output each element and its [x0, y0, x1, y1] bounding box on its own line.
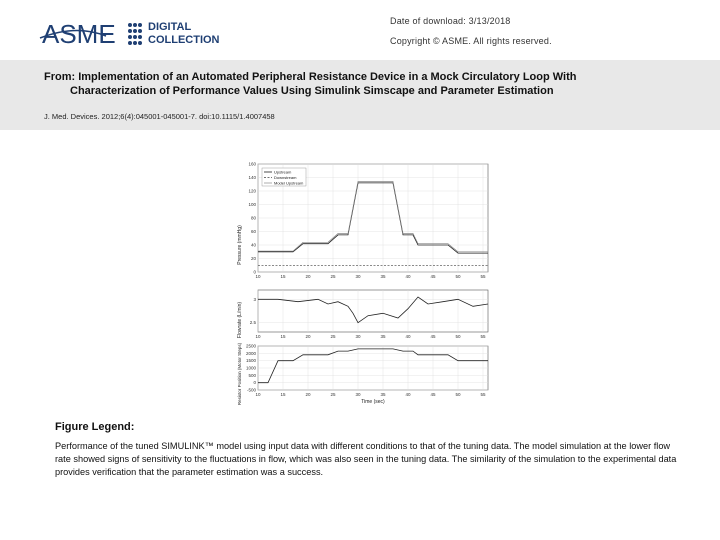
panel-3-y-tick: 2000 [245, 350, 256, 356]
panel-2-x-tick: 25 [330, 334, 336, 339]
x-axis-label: Time (sec) [361, 399, 385, 405]
panel-2-x-tick: 55 [480, 334, 486, 339]
legend-heading: Figure Legend: [55, 421, 135, 433]
panel2-ylabel: Flowrate (L/min) [237, 301, 243, 339]
asme-logo [36, 14, 246, 54]
panel-3-y-tick: 1500 [245, 358, 256, 364]
panel-3-x-tick: 30 [355, 392, 361, 397]
panel-3-x-tick: 55 [480, 392, 486, 397]
panel-1-x-tick: 40 [405, 274, 411, 279]
panel-3-x-tick: 15 [280, 392, 286, 397]
panel-1-y-tick: 120 [248, 188, 256, 194]
panel-2-x-tick: 40 [405, 334, 411, 339]
panel-2-x-tick: 10 [255, 334, 261, 339]
panel-2-x-tick: 30 [355, 334, 361, 339]
panel-1-x-tick: 10 [255, 274, 261, 279]
panel-3-x-tick: 40 [405, 392, 411, 397]
logo-digital: DIGITAL [148, 21, 192, 33]
panel-1-x-tick: 45 [430, 274, 436, 279]
title-line-1: From: Implementation of an Automated Peripheral Resistance Device in a Mock Circulatory Loop With [44, 71, 577, 83]
panel-2-x-tick: 35 [380, 334, 386, 339]
legend-entry: Downstream [274, 175, 297, 180]
logo-asme: ASME [42, 19, 116, 49]
panel-1-x-tick: 50 [455, 274, 461, 279]
panel-1-x-tick: 25 [330, 274, 336, 279]
logo-dots [128, 23, 142, 45]
panel-3-y-tick: 1000 [245, 365, 256, 371]
panel-1-x-tick: 20 [305, 274, 311, 279]
panel-2-x-tick: 20 [305, 334, 311, 339]
panel-3-x-tick: 45 [430, 392, 436, 397]
panel-1-y-tick: 40 [250, 242, 256, 248]
logo-collection: COLLECTION [148, 34, 220, 46]
panel3-ylabel: Resistor Position (Motor Steps) [237, 342, 242, 406]
panel1-ylabel: Pressure (mmHg) [237, 225, 243, 265]
panel-1-x-tick: 35 [380, 274, 386, 279]
legend-entry: Upstream [274, 169, 292, 175]
citation[interactable]: J. Med. Devices. 2012;6(4):045001-045001-7. doi:10.1115/1.4007458 [44, 112, 275, 121]
panel-1-y-tick: 160 [248, 161, 256, 167]
panel-3-x-tick: 20 [305, 392, 311, 397]
panel-2-x-tick: 45 [430, 334, 436, 339]
panel-3-x-tick: 35 [380, 392, 386, 397]
panel-1-x-tick: 15 [280, 274, 286, 279]
panel-2-y-tick: 3 [253, 296, 256, 302]
panel-1-y-tick: 140 [248, 175, 256, 180]
panel-1-y-tick: 0 [253, 269, 256, 275]
legend-text: Performance of the tuned SIMULINK™ model using input data with different conditions to that of the tuning data. The model simulation at the lower flow rate showed signs of sensitivity to the fluctuations in flow, which was also seen in the tuning data. The similarity of the simulation to the experimental data provides verification that the parameter estimation was a success. [55, 441, 677, 477]
download-date: Date of download: 3/13/2018 [390, 16, 511, 26]
panel-1-y-tick: 60 [250, 229, 256, 234]
panel-3-x-tick: 50 [455, 392, 461, 397]
panel-2-x-tick: 15 [280, 334, 286, 339]
panel-3-y-tick: 0 [253, 380, 256, 386]
panel-1-x-tick: 30 [355, 274, 361, 279]
panel-1-y-tick: 80 [250, 215, 256, 221]
article-title [44, 70, 684, 98]
figure [228, 160, 494, 406]
panel-1-y-tick: 20 [250, 256, 256, 261]
title-line-2: Characterization of Performance Values Using Simulink Simscape and Parameter Estimation [70, 85, 554, 97]
panel-2-x-tick: 50 [455, 334, 461, 339]
panel-3-y-tick: 2500 [245, 343, 256, 349]
panel-2-y-tick: 2.5 [249, 320, 256, 326]
panel-3-x-tick: 10 [255, 392, 261, 397]
panel-3-y-tick: -500 [246, 387, 256, 393]
panel-1-x-tick: 55 [480, 274, 486, 279]
panel-3-y-tick: 500 [248, 372, 256, 378]
panel-3-x-tick: 25 [330, 392, 336, 397]
copyright: Copyright © ASME. All rights reserved. [390, 36, 552, 46]
panel-1-y-tick: 100 [248, 202, 256, 207]
legend-entry: Model Upstream [274, 180, 304, 186]
